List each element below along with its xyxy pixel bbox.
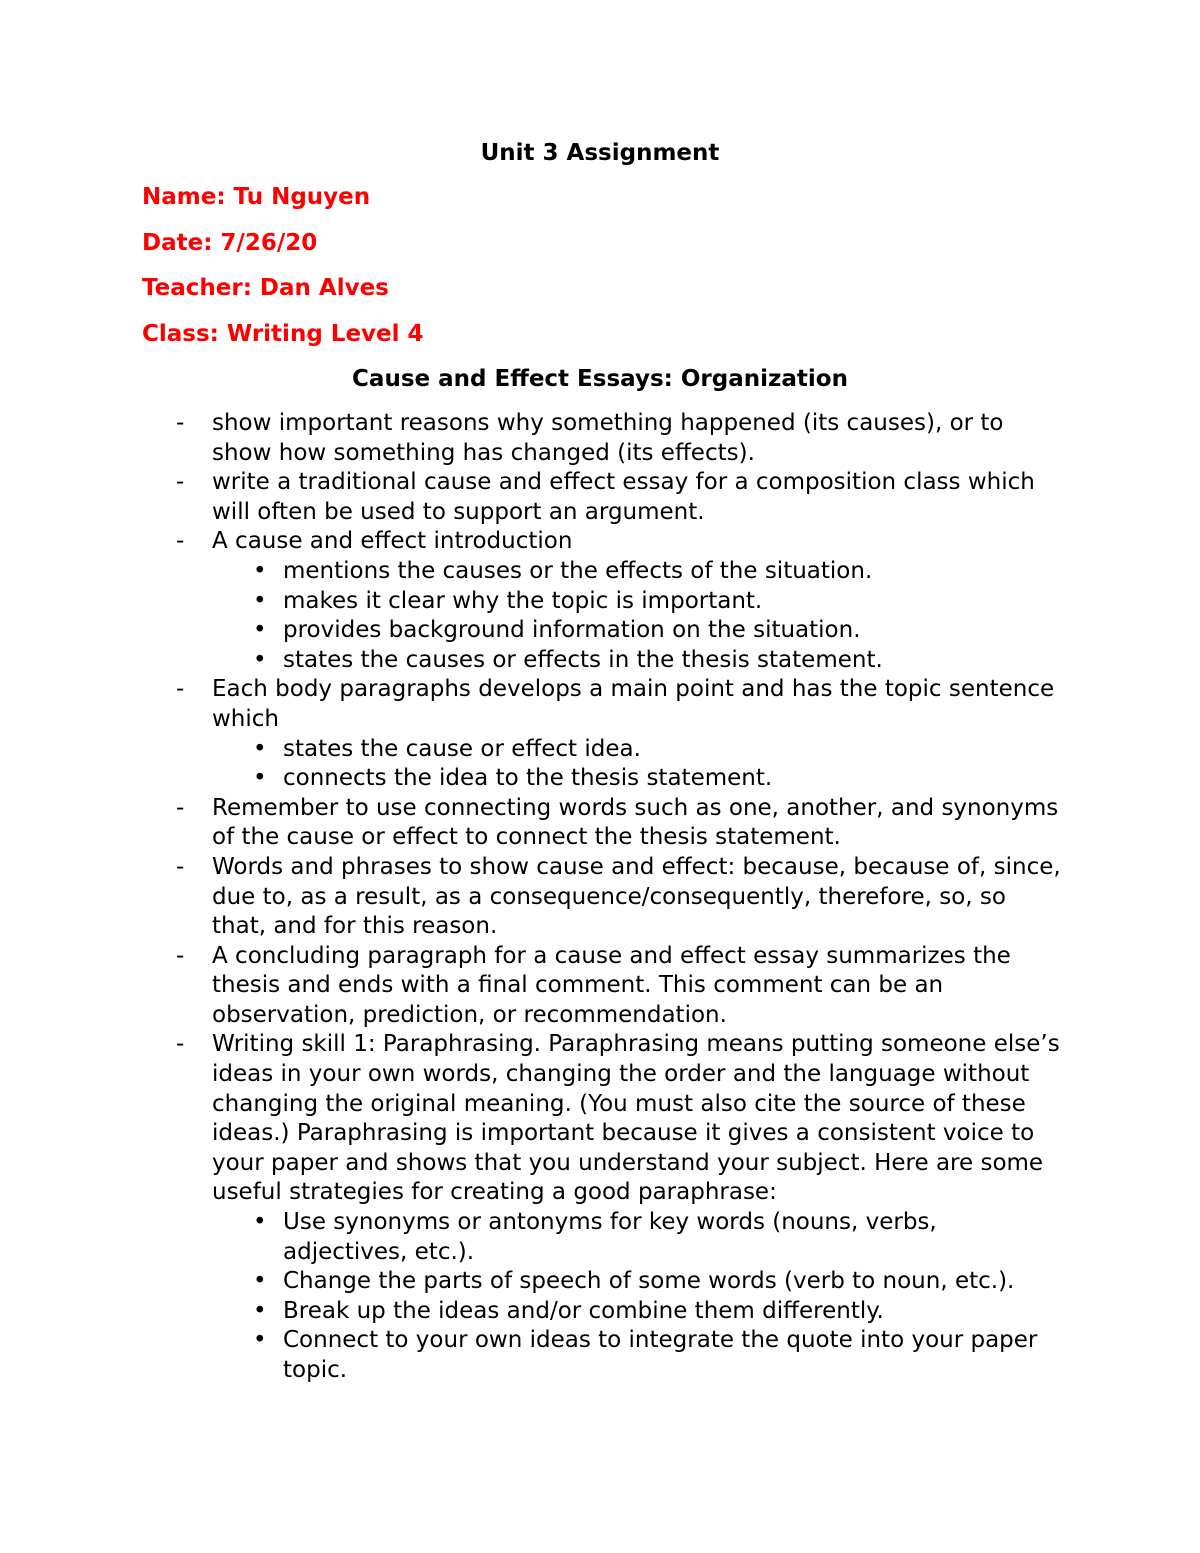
bullet-marker: •	[253, 735, 267, 762]
list-item-text: Each body paragraphs develops a main point and has the topic sentence which	[212, 676, 1055, 732]
bullet-marker: •	[253, 765, 267, 792]
document-title: Unit 3 Assignment	[480, 140, 720, 166]
list-item	[142, 942, 1062, 1031]
class-name: Class: Writing Level 4	[142, 320, 424, 347]
sub-list-item-text: Use synonyms or antonyms for key words (nouns, verbs, adjectives, etc.).	[283, 1209, 937, 1265]
dash-marker: -	[176, 1031, 185, 1058]
bullet-marker: •	[253, 1268, 267, 1295]
bullet-marker: •	[253, 587, 267, 614]
bullet-marker: •	[253, 1209, 267, 1236]
sub-list-item-text: provides background information on the situation.	[283, 617, 861, 644]
list-item-text: A concluding paragraph for a cause and effect essay summarizes the thesis and ends with a final comment. This comment can be an observation, prediction, or recommendation.	[212, 942, 1011, 1028]
list-item	[142, 853, 1062, 942]
dash-marker: -	[176, 676, 185, 703]
sub-list-item	[142, 616, 1062, 646]
list-item-text: Words and phrases to show cause and effect: because, because of, since, due to, as a result, as a consequence/consequently, therefore, so, so that, and for this reason.	[212, 853, 1061, 940]
sub-list-item-text: Break up the ideas and/or combine them differently.	[283, 1297, 884, 1324]
dash-marker: -	[176, 794, 185, 821]
document-page	[142, 138, 1062, 1386]
bullet-marker: •	[253, 617, 267, 644]
list-item	[142, 1030, 1062, 1385]
bullet-marker: •	[253, 646, 267, 673]
sub-list-item-text: Change the parts of speech of some words (verb to noun, etc.).	[283, 1268, 1015, 1295]
dash-marker: -	[176, 469, 185, 496]
sub-list-item	[142, 646, 1062, 676]
sub-list	[212, 557, 1062, 675]
sub-list-item-text: makes it clear why the topic is important.	[283, 587, 763, 614]
sub-list-item	[142, 1267, 1062, 1297]
sub-list	[212, 1208, 1062, 1386]
sub-list-item	[142, 1208, 1062, 1267]
sub-list-item	[142, 764, 1062, 794]
sub-list-item	[142, 1326, 1062, 1385]
assignment-date: Date: 7/26/20	[142, 229, 318, 256]
sub-list-item	[142, 587, 1062, 617]
bullet-marker: •	[253, 557, 267, 584]
teacher-name: Teacher: Dan Alves	[142, 275, 389, 301]
list-item-text: write a traditional cause and effect essay for a composition class which will often be used to support an argument.	[212, 469, 1035, 525]
sub-list-item	[142, 1297, 1062, 1327]
sub-list	[212, 735, 1062, 794]
sub-list-item-text: mentions the causes or the effects of the situation.	[283, 557, 873, 584]
list-item-text: A cause and effect introduction	[212, 528, 573, 555]
bullet-marker: •	[253, 1327, 267, 1354]
sub-list-item-text: Connect to your own ideas to integrate the quote into your paper topic.	[283, 1327, 1038, 1383]
dash-marker: -	[176, 410, 185, 436]
list-item-text: Writing skill 1: Paraphrasing. Paraphrasing means putting someone else’s ideas in your own words, changing the order and the language without changing the original meaning. (You must also cite the source of these ideas.) Paraphrasing is important because it gives a consistent voice to your paper and shows that you understand your subject. Here are some useful strategies for creating a good paraphrase:	[212, 1031, 1060, 1206]
list-item	[142, 794, 1062, 853]
sub-list-item-text: states the causes or effects in the thesis statement.	[283, 646, 883, 673]
bullet-marker: •	[253, 1297, 267, 1324]
sub-list-item-text: connects the idea to the thesis statement.	[283, 765, 773, 792]
sub-list-item-text: states the cause or effect idea.	[283, 735, 641, 762]
list-item-text: Remember to use connecting words such as one, another, and synonyms of the cause or effect to connect the thesis statement.	[212, 794, 1059, 851]
list-item-text: show important reasons why something happened (its causes), or to show how something has changed (its effects).	[212, 410, 1004, 466]
list-item	[142, 409, 1062, 468]
student-name: Name: Tu Nguyen	[142, 184, 371, 210]
sub-list-item	[142, 735, 1062, 765]
dash-marker: -	[176, 853, 185, 880]
section-heading: Cause and Effect Essays: Organization	[352, 366, 848, 392]
notes-list	[142, 409, 1062, 1386]
dash-marker: -	[176, 942, 185, 969]
list-item	[142, 675, 1062, 793]
sub-list-item	[142, 557, 1062, 587]
list-item	[142, 468, 1062, 527]
dash-marker: -	[176, 528, 185, 555]
list-item	[142, 527, 1062, 675]
